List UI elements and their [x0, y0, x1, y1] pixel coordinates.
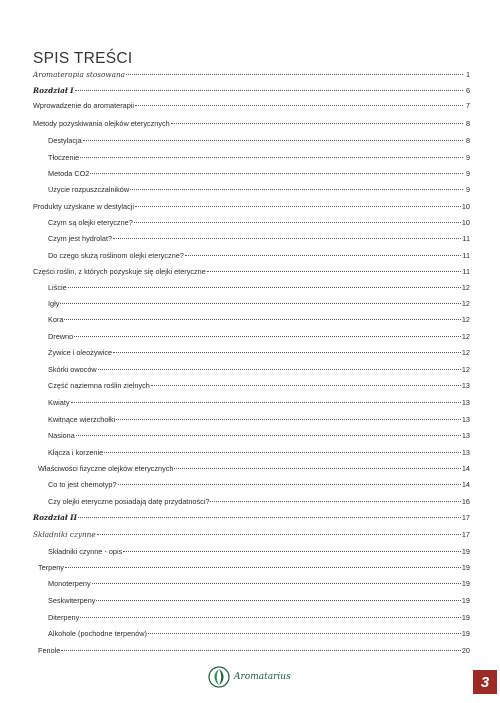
toc-entry[interactable] — [48, 397, 470, 409]
toc-entry-page: 12 — [461, 315, 470, 324]
toc-entry-label: Alkohole (pochodne terpenów) — [48, 629, 147, 638]
toc-entry-page: 13 — [461, 415, 470, 424]
dot-leader — [134, 222, 461, 223]
dot-leader — [75, 90, 463, 91]
toc-entry[interactable] — [33, 529, 470, 541]
toc-entry-page: 19 — [461, 579, 470, 588]
dot-leader — [135, 206, 461, 207]
toc-entry[interactable] — [48, 217, 470, 229]
toc-entry[interactable] — [48, 233, 470, 245]
toc-entry-page: 6 — [465, 86, 470, 95]
toc-entry-label: Właściwości fizyczne olejków eterycznych — [38, 464, 174, 473]
toc-entry-page: 17 — [461, 513, 470, 522]
toc-entry-label: Produkty uzyskane w destylacji — [33, 202, 134, 211]
dot-leader — [96, 600, 460, 601]
dot-leader — [135, 105, 463, 106]
dot-leader — [210, 501, 460, 502]
dot-leader — [171, 123, 463, 124]
dot-leader — [74, 336, 461, 337]
toc-entry-label: Destylacja — [48, 136, 82, 145]
dot-leader — [174, 468, 460, 469]
toc-entry-page: 13 — [461, 448, 470, 457]
toc-entry[interactable] — [33, 85, 470, 97]
toc-entry-label: Części roślin, z których pozyskuje się olejki eteryczne — [33, 267, 206, 276]
dot-leader — [68, 287, 461, 288]
toc-entry[interactable] — [38, 463, 470, 475]
toc-entry[interactable] — [48, 612, 470, 624]
toc-entry-label: Żywice i oleożywice — [48, 348, 113, 357]
toc-entry-page: 9 — [465, 185, 470, 194]
page-number-badge: 3 — [473, 670, 497, 694]
toc-entry-label: Tłoczenie — [48, 153, 80, 162]
toc-entry[interactable] — [48, 628, 470, 640]
dot-leader — [78, 517, 461, 518]
dot-leader — [61, 650, 461, 651]
toc-entry[interactable] — [48, 347, 470, 359]
toc-entry[interactable] — [48, 578, 470, 590]
toc-entry-page: 12 — [461, 348, 470, 357]
dot-leader — [60, 303, 461, 304]
dot-leader — [113, 238, 461, 239]
toc-entry-label: Kłącza i korzenie — [48, 448, 104, 457]
page-title: SPIS TREŚCI — [33, 50, 133, 67]
dot-leader — [104, 452, 461, 453]
toc-entry-page: 13 — [461, 398, 470, 407]
toc-entry[interactable] — [38, 645, 470, 657]
dot-leader — [185, 255, 462, 256]
toc-entry[interactable] — [48, 380, 470, 392]
toc-entry[interactable] — [33, 118, 470, 130]
toc-entry[interactable] — [48, 479, 470, 491]
toc-entry[interactable] — [48, 414, 470, 426]
toc-entry-page: 9 — [465, 153, 470, 162]
toc-entry-label: Rozdział II — [33, 513, 77, 522]
toc-entry[interactable] — [48, 250, 470, 262]
toc-entry[interactable] — [48, 298, 470, 310]
toc-entry-page: 10 — [461, 218, 470, 227]
toc-entry-label: Fenole — [38, 646, 61, 655]
toc-entry-label: Terpeny — [38, 563, 64, 572]
toc-entry-label: Monoterpeny — [48, 579, 91, 588]
dot-leader — [71, 402, 461, 403]
toc-entry-label: Do czego służą roślinom olejki eteryczne? — [48, 251, 184, 260]
toc-entry-label: Czy olejki eteryczne posiadają datę przydatności? — [48, 497, 210, 506]
dot-leader — [76, 435, 461, 436]
dot-leader — [65, 567, 461, 568]
toc-entry-page: 19 — [461, 629, 470, 638]
toc-entry[interactable] — [33, 266, 470, 278]
toc-entry-label: Składniki czynne — [33, 530, 96, 539]
toc-entry-label: Czym jest hydrolat? — [48, 234, 113, 243]
toc-entry-label: Metody pozyskiwania olejków eterycznych — [33, 119, 170, 128]
dot-leader — [64, 319, 460, 320]
toc-entry[interactable] — [48, 331, 470, 343]
toc-entry-page: 12 — [461, 299, 470, 308]
toc-entry-label: Seskwiterpeny — [48, 596, 96, 605]
toc-entry-label: Aromaterapia stosowana — [33, 70, 126, 79]
toc-entry-label: Co to jest chemotyp? — [48, 480, 117, 489]
toc-entry-label: Część naziemna roślin zielnych — [48, 381, 150, 390]
toc-entry[interactable] — [48, 546, 470, 558]
toc-entry-page: 8 — [465, 136, 470, 145]
dot-leader — [83, 140, 463, 141]
toc-entry-label: Kwiaty — [48, 398, 70, 407]
toc-entry-label: Drewno — [48, 332, 74, 341]
toc-entry-label: Liście — [48, 283, 67, 292]
dot-leader — [126, 74, 463, 75]
toc-entry[interactable] — [48, 447, 470, 459]
brand-name: Aromatarius — [234, 672, 291, 682]
toc-entry-page: 9 — [465, 169, 470, 178]
toc-entry-page: 19 — [461, 596, 470, 605]
toc-entry-label: Użycie rozpuszczalników — [48, 185, 130, 194]
toc-entry[interactable] — [33, 201, 470, 213]
dot-leader — [90, 173, 463, 174]
toc-entry-page: 8 — [465, 119, 470, 128]
toc-entry[interactable] — [48, 282, 470, 294]
toc-entry[interactable] — [48, 595, 470, 607]
toc-entry[interactable] — [33, 69, 470, 81]
toc-entry[interactable] — [33, 100, 470, 112]
toc-entry-page: 12 — [461, 365, 470, 374]
toc-entry-label: Kora — [48, 315, 64, 324]
toc-entry-label: Diterpeny — [48, 613, 80, 622]
dot-leader — [148, 633, 461, 634]
leaf-logo-icon — [208, 666, 230, 688]
toc-entry-label: Wprowadzenie do aromaterapii — [33, 101, 134, 110]
toc-entry[interactable] — [38, 562, 470, 574]
dot-leader — [116, 419, 461, 420]
toc-entry-page: 19 — [461, 547, 470, 556]
dot-leader — [80, 157, 463, 158]
toc-entry-page: 19 — [461, 563, 470, 572]
toc-entry-label: Rozdział I — [33, 86, 74, 95]
toc-entry-page: 11 — [462, 234, 470, 243]
dot-leader — [118, 484, 461, 485]
toc-entry[interactable] — [48, 135, 470, 147]
toc-entry-page: 14 — [461, 464, 470, 473]
dot-leader — [123, 551, 461, 552]
dot-leader — [92, 583, 461, 584]
toc-entry-label: Składniki czynne - opis — [48, 547, 123, 556]
toc-entry-page: 13 — [461, 431, 470, 440]
toc-entry-page: 10 — [461, 202, 470, 211]
toc-entry-label: Igły — [48, 299, 60, 308]
toc-entry-page: 7 — [465, 101, 470, 110]
toc-entry-label: Kwitnące wierzchołki — [48, 415, 116, 424]
dot-leader — [97, 534, 461, 535]
toc-entry-page: 12 — [461, 332, 470, 341]
toc-entry-page: 11 — [462, 267, 470, 276]
toc-entry-page: 17 — [461, 530, 470, 539]
toc-entry-page: 20 — [461, 646, 470, 655]
toc-entry[interactable] — [33, 512, 470, 524]
toc-entry[interactable] — [48, 152, 470, 164]
toc-entry-label: Nasiona — [48, 431, 75, 440]
toc-entry-label: Czym są olejki eteryczne? — [48, 218, 133, 227]
toc-entry[interactable] — [48, 430, 470, 442]
dot-leader — [113, 352, 461, 353]
toc-entry-label: Skórki owoców — [48, 365, 97, 374]
toc-entry-page: 1 — [465, 70, 470, 79]
toc-entry-page: 13 — [461, 381, 470, 390]
toc-entry[interactable] — [48, 184, 470, 196]
toc-entry[interactable] — [48, 314, 470, 326]
dot-leader — [130, 189, 463, 190]
toc-entry-page: 12 — [461, 283, 470, 292]
footer-logo — [208, 666, 291, 688]
dot-leader — [151, 385, 461, 386]
dot-leader — [207, 271, 462, 272]
toc-entry-page: 16 — [461, 497, 470, 506]
toc-entry-label: Metoda CO2 — [48, 169, 90, 178]
dot-leader — [80, 617, 461, 618]
toc-entry[interactable] — [48, 168, 470, 180]
dot-leader — [98, 369, 461, 370]
toc-entry-page: 14 — [461, 480, 470, 489]
toc-entry[interactable] — [48, 496, 470, 508]
toc-entry-page: 11 — [462, 251, 470, 260]
toc-entry[interactable] — [48, 364, 470, 376]
toc-entry-page: 19 — [461, 613, 470, 622]
